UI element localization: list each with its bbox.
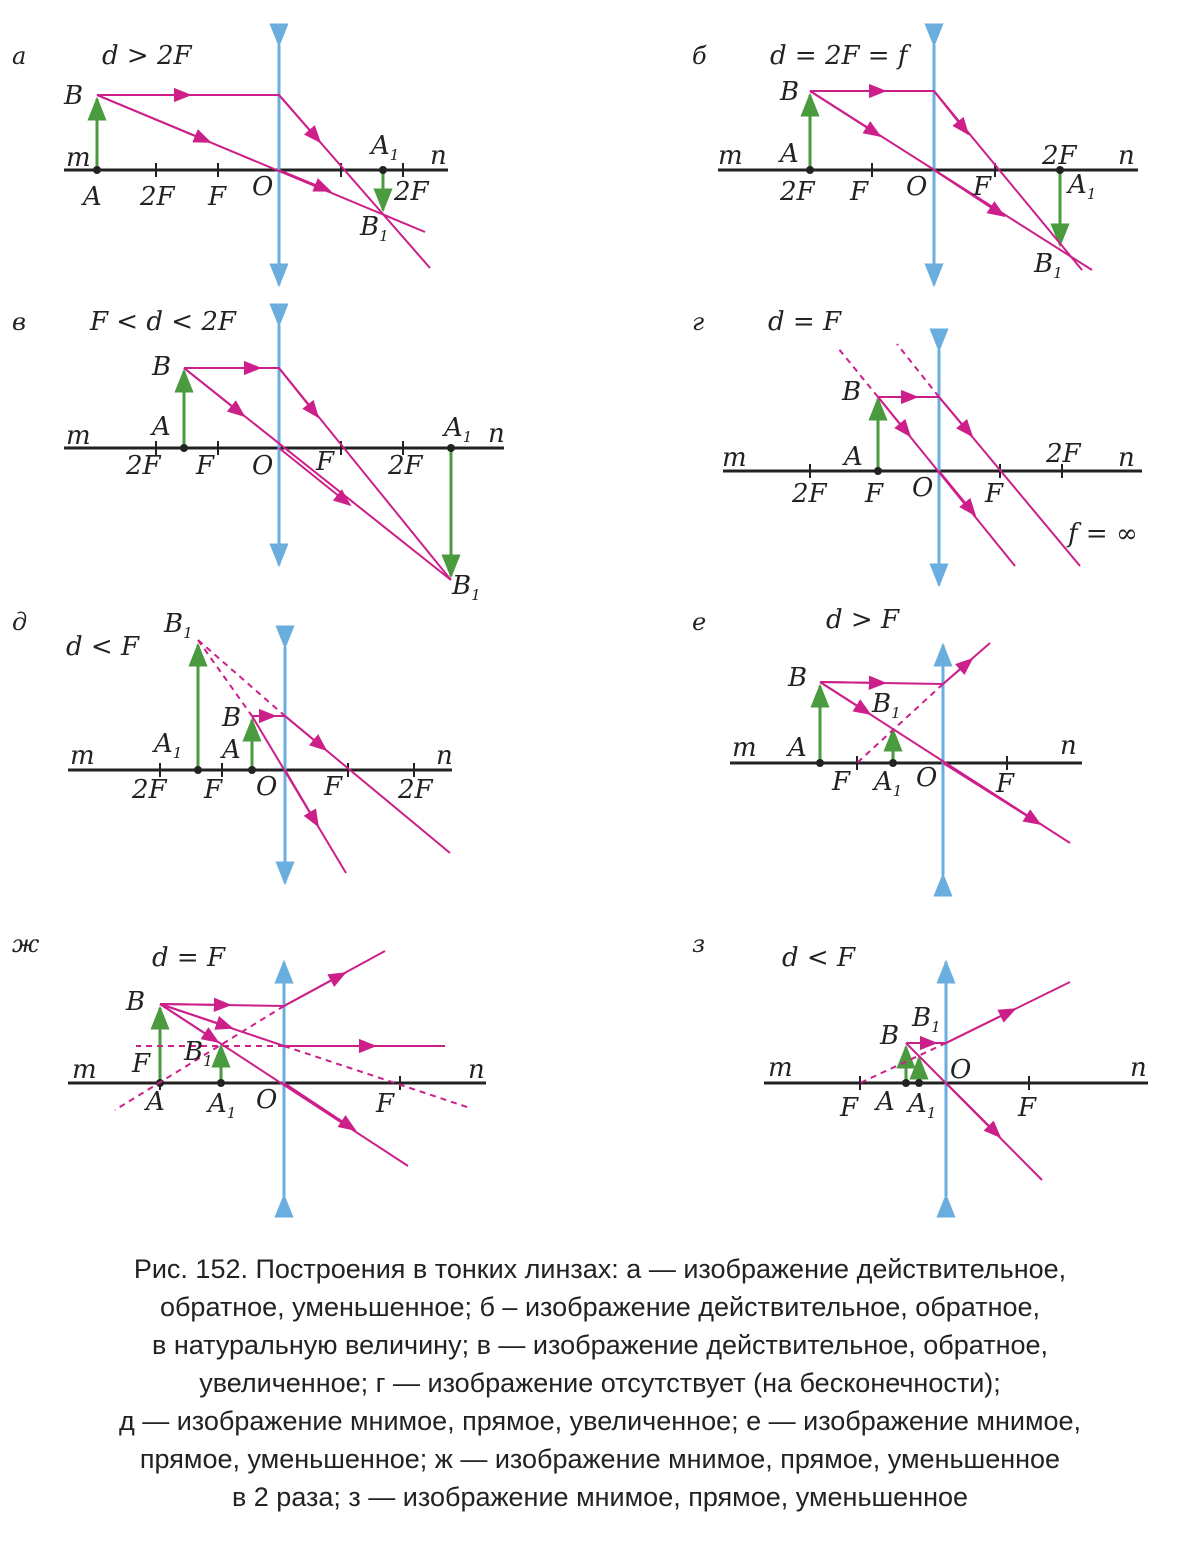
label-O: O (912, 473, 934, 503)
label-B: B (788, 663, 808, 693)
point-A (874, 467, 882, 475)
virtual-ray-extensions (857, 684, 943, 763)
label-f-infinity: f = ∞ (1068, 519, 1138, 549)
label-B: B (842, 377, 862, 407)
label-2F-left: 2F (126, 451, 161, 481)
label-A1: $A_1$ (1068, 170, 1097, 203)
label-2F-left: 2F (780, 177, 815, 207)
label-O: O (252, 172, 274, 202)
label-B: B (222, 703, 242, 733)
label-n: n (468, 1055, 485, 1085)
label-F-left: F (204, 775, 223, 805)
point-A1 (217, 1079, 225, 1087)
label-m: m (66, 143, 91, 173)
panel-g (692, 307, 1142, 585)
label-A: A (152, 412, 171, 442)
point-A (180, 444, 188, 452)
label-F-right: F (985, 479, 1004, 509)
panel-letter: в (12, 308, 26, 336)
label-n: n (1118, 443, 1135, 473)
point-A (93, 166, 101, 174)
label-B1: $B_1$ (872, 689, 901, 722)
label-O: O (906, 172, 928, 202)
label-B: B (126, 987, 146, 1017)
point-A1 (194, 766, 202, 774)
rays (820, 643, 1070, 843)
label-O: O (256, 1085, 278, 1115)
panel-d (12, 608, 453, 883)
label-2F-left: 2F (792, 479, 827, 509)
panel-z (692, 930, 1148, 1196)
virtual-ray-extensions (198, 640, 285, 716)
condition-label: d = 2F = f (770, 41, 908, 71)
label-F-left: F (850, 177, 869, 207)
label-F-right: F (324, 772, 343, 802)
panel-letter: а (12, 42, 27, 70)
label-2F-right: 2F (394, 177, 429, 207)
caption-line: увеличенное; г — изображение отсутствует (на бесконечности); (199, 1368, 1001, 1398)
label-F-left: F (196, 451, 215, 481)
virtual-ray-extensions (115, 1006, 470, 1110)
label-n: n (1130, 1053, 1147, 1083)
point-A (806, 166, 814, 174)
panel-letter: б (692, 42, 707, 70)
label-2F-right: 2F (1042, 141, 1077, 171)
panel-letter: ж (12, 930, 40, 958)
label-B1: $B_1$ (1034, 249, 1063, 282)
condition-label: d < F (782, 943, 855, 973)
rays (878, 397, 1080, 566)
label-m: m (732, 733, 757, 763)
label-O: O (256, 772, 278, 802)
label-A: A (780, 139, 799, 169)
caption-line: в натуральную величину; в — изображение действительное, обратное, (151, 1330, 1049, 1360)
label-m: m (66, 421, 91, 451)
label-n: n (1060, 731, 1077, 761)
label-F-left: F (132, 1049, 151, 1079)
label-O: O (916, 763, 938, 793)
panel-zh (12, 930, 486, 1196)
label-B1: $B_1$ (452, 571, 481, 604)
caption-line: обратное, уменьшенное; б – изображение действительное, обратное, (159, 1292, 1041, 1322)
label-F-left: F (840, 1093, 859, 1123)
panel-letter: д (12, 608, 28, 636)
label-F-left: F (865, 479, 884, 509)
panel-letter: г (692, 308, 705, 336)
label-A1: $A_1$ (908, 1089, 937, 1122)
label-A: A (844, 442, 863, 472)
label-A1: $A_1$ (444, 413, 473, 446)
caption-line: в 2 раза; з — изображение мнимое, прямое, уменьшенное (231, 1482, 969, 1512)
point-A (816, 759, 824, 767)
label-B1: $B_1$ (184, 1037, 213, 1070)
panel-e (692, 605, 1082, 875)
label-n: n (1118, 141, 1135, 171)
condition-label: F < d < 2F (90, 307, 236, 337)
label-B1: $B_1$ (360, 212, 389, 245)
label-m: m (718, 141, 743, 171)
label-A: A (146, 1087, 165, 1117)
label-m: m (72, 1055, 97, 1085)
label-A: A (83, 182, 102, 212)
condition-label: d < F (66, 632, 139, 662)
point-A1 (915, 1079, 923, 1087)
label-B: B (780, 77, 800, 107)
caption-line: д — изображение мнимое, прямое, увеличенное; е — изображение мнимое, (118, 1406, 1082, 1436)
label-n: n (488, 419, 505, 449)
label-2F-left: 2F (132, 775, 167, 805)
label-F-right: F (1018, 1093, 1037, 1123)
point-A1 (379, 166, 387, 174)
point-A1 (447, 444, 455, 452)
panel-v (12, 307, 505, 604)
panel-letter: з (692, 930, 706, 958)
label-A: A (788, 733, 807, 763)
label-B: B (64, 81, 84, 111)
caption-line: Рис. 152. Построения в тонких линзах: а — изображение действительное, (133, 1254, 1067, 1284)
label-A1: $A_1$ (154, 729, 183, 762)
label-A1: $A_1$ (208, 1089, 237, 1122)
label-F-left: F (832, 767, 851, 797)
label-n: n (430, 141, 447, 171)
label-O: O (252, 451, 274, 481)
label-F-right: F (376, 1089, 395, 1119)
condition-label: d > 2F (102, 41, 192, 71)
point-A (902, 1079, 910, 1087)
label-2F-right: 2F (1046, 439, 1081, 469)
label-O: O (950, 1055, 972, 1085)
label-m: m (70, 741, 95, 771)
label-2F-right: 2F (388, 451, 423, 481)
condition-label: d = F (152, 943, 225, 973)
label-A: A (876, 1087, 895, 1117)
label-m: m (722, 443, 747, 473)
panel-letter: е (692, 608, 707, 636)
label-F-left: F (208, 182, 227, 212)
label-F-right: F (316, 447, 335, 477)
label-F-right: F (996, 769, 1015, 799)
caption-line: прямое, уменьшенное; ж — изображение мнимое, прямое, уменьшенное (139, 1444, 1061, 1474)
label-B: B (152, 352, 172, 382)
condition-label: d > F (826, 605, 899, 635)
condition-label: d = F (768, 307, 841, 337)
figure-caption (20, 1250, 1180, 1516)
label-B: B (880, 1021, 900, 1051)
virtual-ray-extensions (860, 1043, 946, 1083)
label-m: m (768, 1053, 793, 1083)
label-A: A (222, 735, 241, 765)
label-2F-left: 2F (140, 182, 175, 212)
label-B1: $B_1$ (912, 1003, 941, 1036)
label-n: n (436, 741, 453, 771)
label-2F-right: 2F (398, 775, 433, 805)
label-A1: $A_1$ (874, 767, 903, 800)
label-A1: $A_1$ (371, 131, 400, 164)
panel-a (12, 41, 448, 285)
point-A (248, 766, 256, 774)
point-A1 (889, 759, 897, 767)
label-B1: $B_1$ (164, 609, 193, 642)
panel-b (692, 41, 1138, 285)
label-F-right: F (973, 172, 992, 202)
